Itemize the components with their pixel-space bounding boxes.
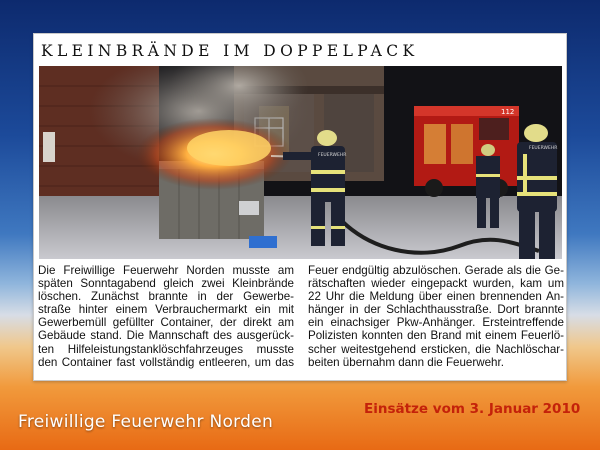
- text-line: löschen. Zunächst brannte in der Gewerbe-: [38, 290, 294, 304]
- text-line: hänger in der Schlachthausstraße. Dort brannte: [308, 303, 564, 317]
- text-line: rätschaften wieder eingepackt wurden, kam um: [308, 277, 564, 291]
- text-line: scher weitestgehend ersticken, die Nachlöschar-: [308, 342, 564, 356]
- text-line: Die Freiwillige Feuerwehr Norden musste am: [38, 264, 294, 277]
- mission-date: Einsätze vom 3. Januar 2010: [364, 401, 581, 417]
- newspaper-clipping: [33, 33, 567, 381]
- text-line: Gebäude stand. Die Mannschaft des ausgerück-: [38, 329, 294, 343]
- article-body: [38, 264, 564, 378]
- fire-scene-photo: [39, 66, 562, 259]
- jacket-text-2: FEUERWEHR: [529, 146, 558, 151]
- text-line: Gewerbemüll gefüllter Container, der direkt am: [38, 316, 294, 330]
- article-column-right: [308, 264, 564, 378]
- text-line: den Container fast vollständig entleeren, um das: [38, 355, 294, 369]
- photo-illustration: [39, 66, 562, 259]
- text-line: späten Sonntagabend gleich zwei Kleinbrände: [38, 277, 294, 291]
- article-headline: KLEINBRÄNDE IM DOPPELPACK: [41, 42, 419, 60]
- jacket-text-1: FEUERWEHR: [318, 153, 347, 158]
- article-column-left: [38, 264, 294, 378]
- text-line: beiten übernahm dann die Feuerwehr.: [308, 355, 504, 369]
- organization-name: Freiwillige Feuerwehr Norden: [18, 412, 274, 432]
- text-line: Polizisten konnten den Brand mit einem Feuerlö-: [308, 329, 564, 343]
- text-line: ten Hilfeleistungstanklöschfahrzeuges musste: [38, 342, 294, 356]
- text-line: ein einachsiger Pkw-Anhänger. Ersteintreffende: [308, 316, 564, 330]
- engine-badge-text: 112: [501, 108, 515, 116]
- text-line: 22 Uhr die Meldung über einen brennenden An-: [308, 290, 564, 304]
- text-line: straße hinter einem Verbrauchermarkt ein mit: [38, 303, 294, 317]
- text-line: Feuer endgültig abzulöschen. Gerade als die Ge-: [308, 264, 564, 277]
